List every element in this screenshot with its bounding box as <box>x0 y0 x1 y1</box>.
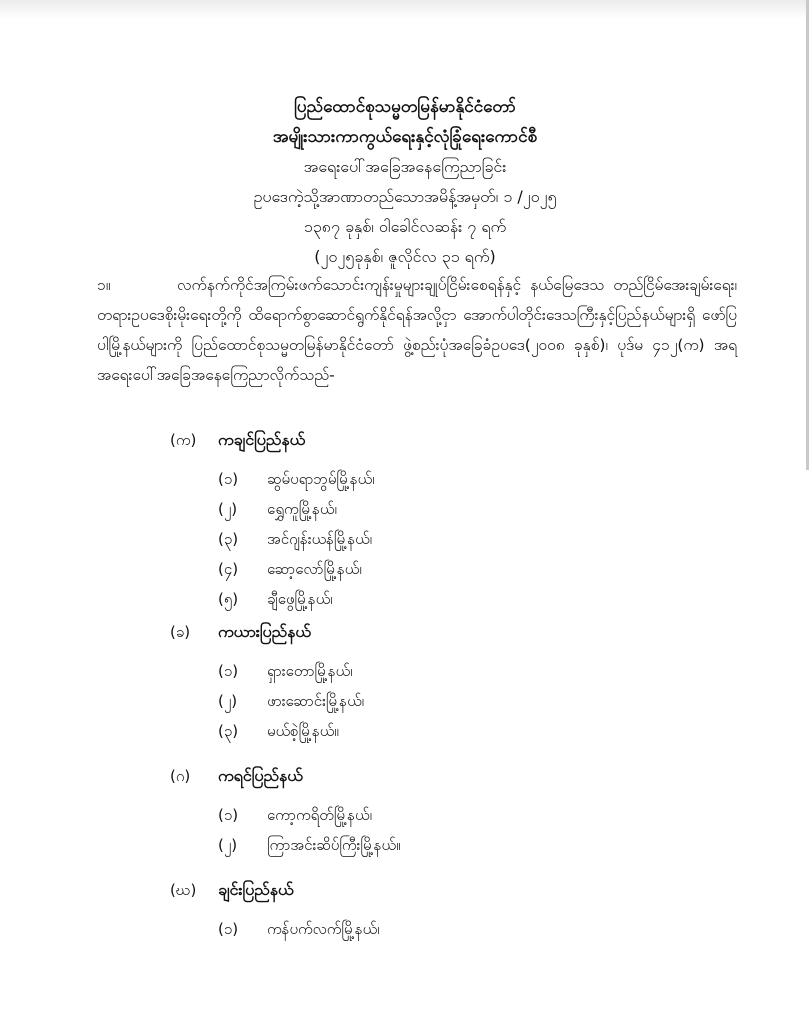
section-name: ချင်းပြည်နယ် <box>218 880 294 899</box>
item-number: (၂) <box>218 836 238 854</box>
list-item <box>0 524 809 554</box>
declaration-paragraph <box>97 270 737 390</box>
list-item <box>0 800 809 830</box>
section-heading <box>0 872 809 908</box>
section-number: (ဂ) <box>170 767 191 785</box>
item-number: (၂) <box>218 692 238 710</box>
document-header <box>60 92 750 272</box>
section-number: (က) <box>170 431 197 449</box>
list-item <box>0 584 809 614</box>
item-number: (၅) <box>218 590 239 608</box>
header-country: ပြည်ထောင်စုသမ္မတမြန်မာနိုင်ငံတော် <box>294 97 516 117</box>
item-number: (၃) <box>218 530 239 548</box>
item-number: (၄) <box>218 560 239 578</box>
list-item <box>0 464 809 494</box>
header-order-number: ဥပဒေကဲ့သို့အာဏာတည်သောအမိန့်အမှတ်၊ ၁ /၂၀၂၅ <box>253 187 557 206</box>
list-item <box>0 716 809 746</box>
item-number: (၁) <box>218 806 239 824</box>
item-name: ကြာအင်းဆိပ်ကြီးမြို့နယ်။ <box>267 836 401 854</box>
item-name: ဆွမ်ပရာဘွမ်မြို့နယ်၊ <box>267 470 375 488</box>
township-list <box>0 422 809 944</box>
item-number: (၂) <box>218 500 238 518</box>
item-name: ဆော့လော်မြို့နယ်၊ <box>267 560 362 578</box>
paragraph-text: လက်နက်ကိုင်အကြမ်းဖက်သောင်းကျန်းမှုများချုပ်ငြိမ်းစေရန်နှင့် နယ်မြေဒေသ တည်ငြိမ်အေးချမ်းရေး၊ တရားဥပဒေစိုးမိုးရေးတို့ကို ထိရောက်စွာဆောင်ရွက်နိုင်ရန်အလို့ငှာ အောက်ပါတိုင်းဒေသကြီးနှင့်ပြည်နယ်များရှိ ဖော်ပြပါမြို့နယ်များကို ပြည်ထောင်စုသမ္မတမြန်မာနိုင်ငံတော် ဖွဲ့စည်းပုံအခြေခံဥပဒေ(၂၀၀၈ ခုနှစ်)၊ ပုဒ်မ ၄၁၂(က) အရ အရေးပေါ်အခြေအနေကြေညာလိုက်သည်- <box>97 276 737 384</box>
item-name: ရွှေကူမြို့နယ်၊ <box>267 500 337 518</box>
section-number: (ခ) <box>170 623 191 641</box>
paragraph-number: ၁။ <box>97 276 111 294</box>
section-heading <box>0 758 809 794</box>
page-top-shadow <box>0 0 809 20</box>
section-number: (ဃ) <box>170 881 197 899</box>
item-name: မယ်စဲ့မြို့နယ်။ <box>267 722 339 740</box>
list-item <box>0 914 809 944</box>
item-number: (၁) <box>218 662 239 680</box>
item-name: အင်ဂျန်းယန်မြို့နယ်၊ <box>267 530 373 548</box>
list-item <box>0 830 809 860</box>
list-item <box>0 686 809 716</box>
header-gregorian-date: (၂၀၂၅ခုနှစ်၊ ဇူလိုင်လ ၃၁ ရက်) <box>314 247 496 266</box>
header-council: အမျိုးသားကာကွယ်ရေးနှင့်လုံခြုံရေးကောင်စီ <box>272 127 538 147</box>
list-item <box>0 494 809 524</box>
item-name: ဖားဆောင်းမြို့နယ်၊ <box>267 692 365 710</box>
section-name: ကချင်ပြည်နယ် <box>218 430 306 449</box>
item-name: ချီဖွေမြို့နယ်၊ <box>267 590 333 608</box>
list-item <box>0 656 809 686</box>
section-heading <box>0 422 809 458</box>
item-number: (၁) <box>218 470 239 488</box>
list-item <box>0 554 809 584</box>
item-name: ရှားတောမြို့နယ်၊ <box>267 662 353 680</box>
header-declaration-title: အရေးပေါ်အခြေအနေကြေညာခြင်း <box>303 157 507 176</box>
item-name: ကော့ကရိတ်မြို့နယ်၊ <box>267 806 372 824</box>
item-number: (၃) <box>218 722 239 740</box>
section-heading <box>0 614 809 650</box>
header-myanmar-date: ၁၃၈၇ ခုနှစ်၊ ဝါခေါင်လဆန်း ၇ ရက် <box>303 217 507 236</box>
item-number: (၁) <box>218 920 239 938</box>
section-name: ကယားပြည်နယ် <box>218 622 311 641</box>
item-name: ကန်ပက်လက်မြို့နယ်၊ <box>267 920 380 938</box>
section-name: ကရင်ပြည်နယ် <box>218 766 303 785</box>
